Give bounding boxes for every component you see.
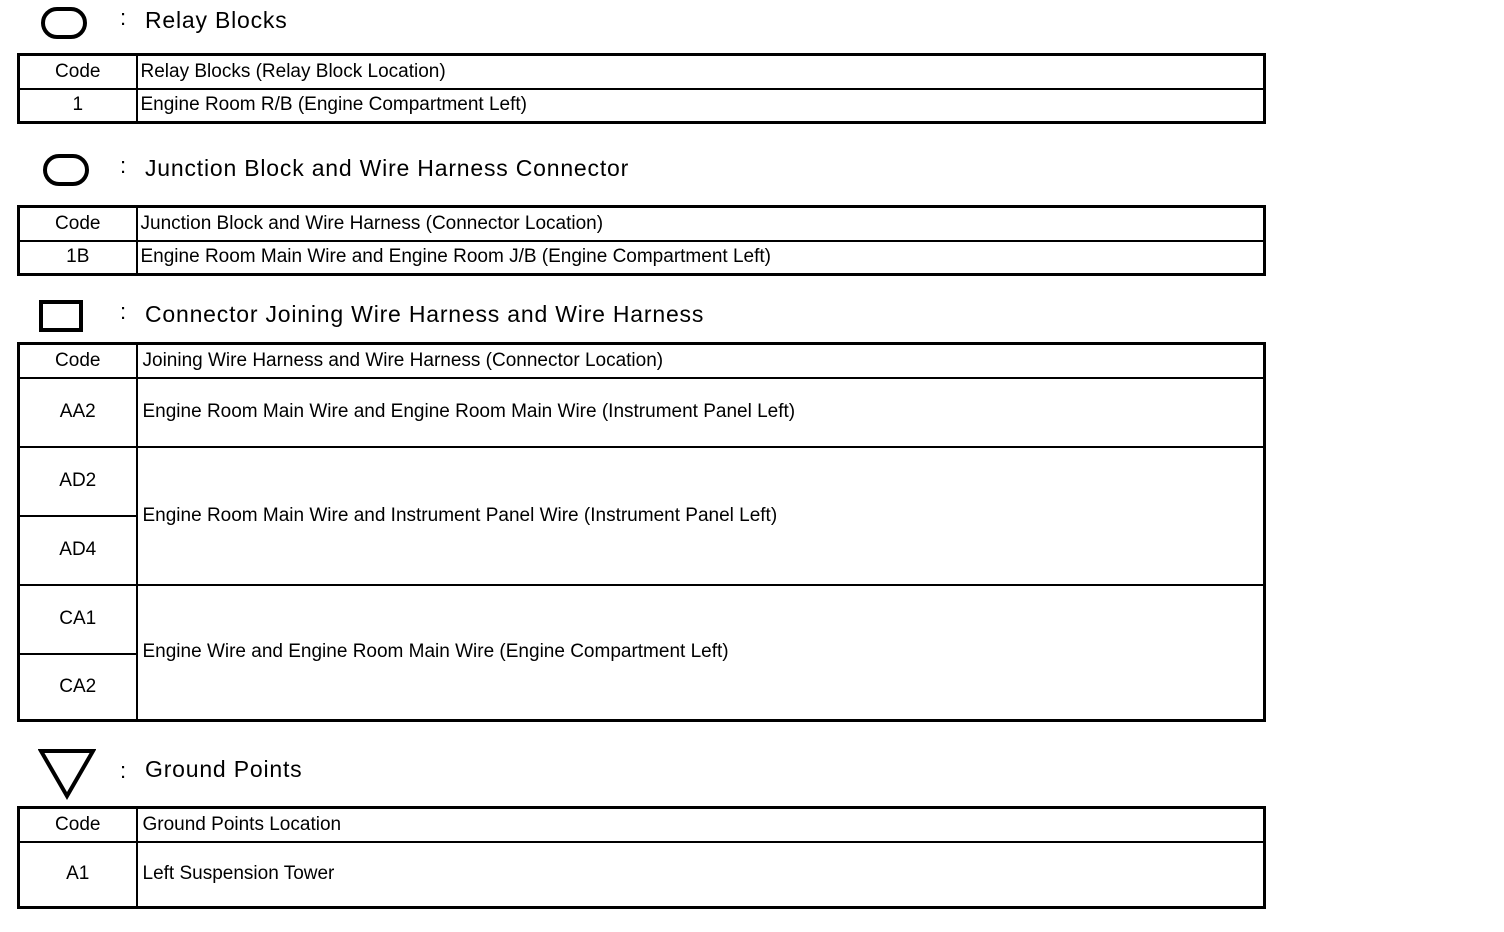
junction-block-table [17,205,1266,276]
description-cell: Engine Room Main Wire and Engine Room Main Wire (Instrument Panel Left) [137,378,1265,447]
section-title-connector: Connector Joining Wire Harness and Wire Harness [145,301,705,327]
junction-block-heading-row [0,148,1300,188]
description-column-header: Joining Wire Harness and Wire Harness (Connector Location) [137,344,1265,378]
code-cell: AD2 [19,447,137,516]
relay-blocks-heading-row [0,0,1300,40]
table-header-row [19,207,1265,241]
ground-point-triangle-icon [38,748,96,800]
description-cell: Engine Room Main Wire and Engine Room J/B (Engine Compartment Left) [137,241,1265,275]
description-column-header: Ground Points Location [137,808,1265,842]
table-row [19,89,1265,123]
table-header-row [19,55,1265,89]
code-column-header: Code [19,808,137,842]
code-column-header: Code [19,55,137,89]
connector-table [17,342,1266,722]
description-column-header: Relay Blocks (Relay Block Location) [137,55,1265,89]
code-cell: 1B [19,241,137,275]
relay-blocks-table [17,53,1266,124]
table-header-row [19,344,1265,378]
description-cell: Engine Room Main Wire and Instrument Panel Wire (Instrument Panel Left) [137,447,1265,585]
code-cell: A1 [19,842,137,908]
colon: : [120,153,127,178]
junction-block-symbol-icon [43,154,89,186]
description-cell: Engine Room R/B (Engine Compartment Left) [137,89,1265,123]
ground-points-table [17,806,1266,909]
table-row [19,241,1265,275]
table-row [19,585,1265,654]
description-cell: Left Suspension Tower [137,842,1265,908]
colon: : [120,5,127,30]
section-title-relay-blocks: Relay Blocks [145,7,288,33]
table-row [19,842,1265,908]
relay-block-symbol-icon [41,7,87,39]
code-cell: 1 [19,89,137,123]
table-row [19,378,1265,447]
code-column-header: Code [19,344,137,378]
colon: : [120,299,127,324]
table-row [19,447,1265,516]
section-title-ground-points: Ground Points [145,756,303,782]
colon: : [120,758,127,783]
code-cell: CA2 [19,654,137,721]
table-header-row [19,808,1265,842]
connector-symbol-icon [39,300,83,332]
description-cell: Engine Wire and Engine Room Main Wire (Engine Compartment Left) [137,585,1265,721]
description-column-header: Junction Block and Wire Harness (Connector Location) [137,207,1265,241]
section-title-junction-block: Junction Block and Wire Harness Connector [145,155,630,181]
connector-heading-row [0,294,1300,334]
code-cell: AD4 [19,516,137,585]
code-column-header: Code [19,207,137,241]
ground-points-heading-row [0,745,1300,785]
code-cell: AA2 [19,378,137,447]
code-cell: CA1 [19,585,137,654]
